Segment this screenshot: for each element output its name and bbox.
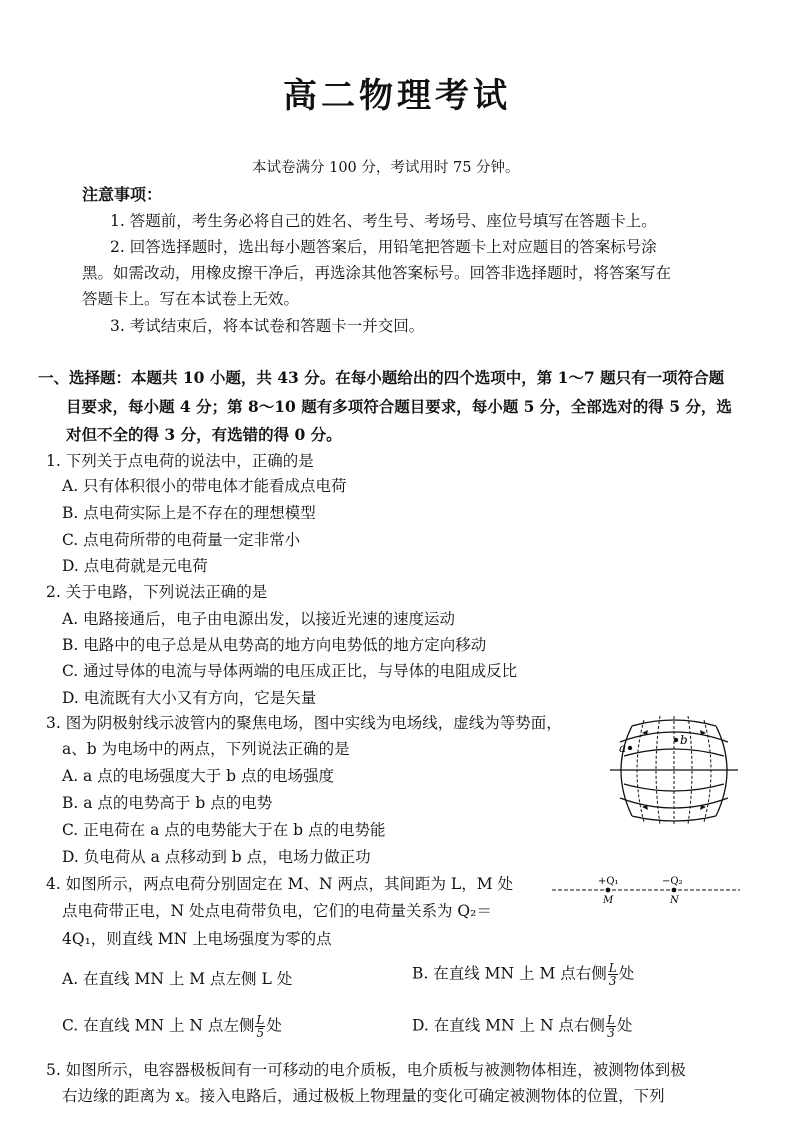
q4-option-a: A. 在直线 MN 上 M 点左侧 L 处 (62, 970, 293, 988)
notice-heading: 注意事项： (82, 185, 163, 204)
page-title: 高二物理考试 (283, 76, 511, 116)
q2-option-d: D. 电流既有大小又有方向，它是矢量 (62, 689, 317, 707)
focusing-field-diagram (606, 712, 742, 828)
point-m-label: M (603, 895, 614, 906)
q3-option-c: C. 正电荷在 a 点的电势能大于在 b 点的电势能 (62, 821, 386, 839)
q3-stem-line-2: a、b 为电场中的两点，下列说法正确的是 (62, 740, 350, 758)
q2-stem: 2. 关于电路，下列说法正确的是 (46, 583, 268, 601)
q1-option-a: A. 只有体积很小的带电体才能看成点电荷 (62, 477, 347, 495)
section-1-line-1: 一、选择题：本题共 10 小题，共 43 分。在每小题给出的四个选项中，第 1～7 题只有一项符合题 (38, 368, 725, 387)
charge-q1-label: +Q₁ (598, 876, 619, 887)
notice-item-2-line-2: 黑。如需改动，用橡皮擦干净后，再选涂其他答案标号。回答非选择题时，将答案写在 (82, 264, 672, 282)
q4-option-c-suffix: 处 (266, 1016, 282, 1035)
q4-option-d (412, 1014, 632, 1039)
q1-option-b: B. 点电荷实际上是不存在的理想模型 (62, 504, 316, 522)
field-line-left-edge (621, 726, 632, 816)
q4-option-b (412, 962, 634, 987)
q4-stem-line-1: 4. 如图所示，两点电荷分别固定在 M、N 两点，其间距为 L，M 处 (46, 875, 514, 893)
charges-line-diagram (548, 872, 744, 906)
charge-q2-label: −Q₂ (662, 876, 683, 887)
fraction-denominator: 3 (608, 974, 617, 988)
notice-item-2-line-1: 2. 回答选择题时，选出每小题答案后，用铅笔把答题卡上对应题目的答案标号涂 (110, 238, 657, 256)
q2-option-c: C. 通过导体的电流与导体两端的电压成正比，与导体的电阻成反比 (62, 662, 518, 680)
q3-option-d: D. 负电荷从 a 点移动到 b 点，电场力做正功 (62, 848, 371, 866)
section-1-line-3: 对但不全的得 3 分，有选错的得 0 分。 (66, 425, 342, 444)
notice-item-2-line-3: 答题卡上。写在本试卷上无效。 (82, 290, 300, 308)
point-a (628, 746, 632, 750)
q4-option-d-suffix: 处 (616, 1016, 633, 1035)
q5-line-1: 5. 如图所示，电容器极板间有一可移动的电介质板，电介质板与被测物体相连，被测物体到极 (46, 1061, 686, 1079)
point-b (674, 738, 678, 742)
point-m (606, 888, 611, 893)
q4-option-c-text: C. 在直线 MN 上 N 点左侧 (62, 1016, 255, 1035)
q2-option-b: B. 电路中的电子总是从电势高的地方向电势低的地方定向移动 (62, 636, 487, 654)
point-a-label: a (619, 741, 627, 755)
q3-option-a: A. a 点的电场强度大于 b 点的电场强度 (62, 767, 334, 785)
q4-option-b-suffix: 处 (618, 964, 635, 983)
notice-item-1: 1. 答题前，考生务必将自己的姓名、考生号、考场号、座位号填写在答题卡上。 (110, 212, 657, 230)
fraction-numerator: L (256, 1013, 265, 1027)
q4-option-d-fraction (606, 1014, 616, 1039)
q4-option-c (62, 1014, 282, 1039)
exam-subtitle: 本试卷满分 100 分，考试用时 75 分钟。 (252, 160, 520, 176)
point-n-label: N (670, 895, 679, 906)
point-n (672, 888, 677, 893)
q4-stem-line-2: 点电荷带正电，N 处点电荷带负电，它们的电荷量关系为 Q₂＝ (62, 902, 492, 920)
q4-option-b-text: B. 在直线 MN 上 M 点右侧 (412, 964, 607, 983)
q4-option-c-fraction (255, 1014, 265, 1039)
fraction-numerator: L (606, 1013, 615, 1027)
q2-option-a: A. 电路接通后，电子由电源出发，以接近光速的速度运动 (62, 610, 456, 628)
q1-stem: 1. 下列关于点电荷的说法中，正确的是 (46, 452, 314, 470)
fraction-numerator: L (608, 961, 617, 975)
q5-line-2: 右边缘的距离为 x。接入电路后，通过极板上物理量的变化可确定被测物体的位置，下列 (62, 1087, 665, 1105)
point-b-label: b (680, 733, 688, 747)
field-lines (610, 720, 738, 821)
notice-item-3: 3. 考试结束后，将本试卷和答题卡一并交回。 (110, 317, 425, 335)
q1-option-d: D. 点电荷就是元电荷 (62, 557, 208, 575)
section-1-line-2: 目要求，每小题 4 分；第 8～10 题有多项符合题目要求，每小题 5 分，全部选对的得 5 分，选 (66, 397, 732, 416)
q3-option-b: B. a 点的电势高于 b 点的电势 (62, 794, 273, 812)
q1-option-c: C. 点电荷所带的电荷量一定非常小 (62, 531, 301, 549)
q4-option-d-text: D. 在直线 MN 上 N 点右侧 (412, 1016, 605, 1035)
fraction-denominator: 5 (256, 1026, 265, 1040)
q4-stem-line-3: 4Q₁，则直线 MN 上电场强度为零的点 (62, 930, 332, 948)
field-line-right-edge (716, 726, 727, 816)
q4-option-b-fraction (608, 962, 618, 987)
q3-stem-line-1: 3. 图为阴极射线示波管内的聚焦电场，图中实线为电场线，虚线为等势面， (46, 714, 562, 732)
fraction-denominator: 3 (607, 1026, 615, 1040)
